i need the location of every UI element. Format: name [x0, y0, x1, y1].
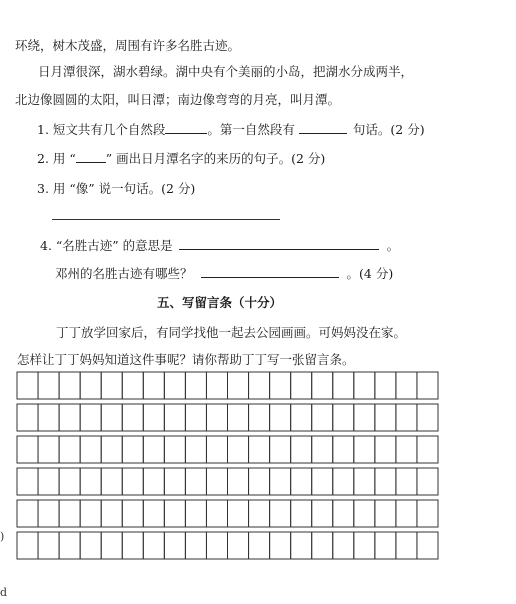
grid-cell[interactable]	[38, 532, 59, 559]
grid-row	[17, 436, 438, 463]
grid-cell[interactable]	[375, 532, 396, 559]
grid-cell[interactable]	[291, 500, 312, 527]
grid-cell[interactable]	[17, 468, 38, 495]
grid-cell[interactable]	[417, 532, 438, 559]
grid-cell[interactable]	[80, 532, 101, 559]
grid-cell[interactable]	[417, 404, 438, 431]
grid-cell[interactable]	[80, 468, 101, 495]
question-2-part-a: 2. 用 “	[37, 151, 76, 166]
grid-cell[interactable]	[38, 436, 59, 463]
grid-cell[interactable]	[206, 532, 227, 559]
section-5-title: 五、写留言条（十分）	[157, 295, 283, 310]
grid-cell[interactable]	[38, 404, 59, 431]
grid-cell[interactable]	[396, 372, 417, 399]
grid-cell[interactable]	[396, 468, 417, 495]
grid-cell[interactable]	[291, 468, 312, 495]
grid-cell[interactable]	[333, 500, 354, 527]
grid-cell[interactable]	[206, 468, 227, 495]
grid-cell[interactable]	[270, 436, 291, 463]
grid-cell[interactable]	[396, 532, 417, 559]
grid-cell[interactable]	[101, 468, 122, 495]
grid-cell[interactable]	[185, 436, 206, 463]
grid-cell[interactable]	[228, 500, 249, 527]
grid-cell[interactable]	[206, 404, 227, 431]
grid-cell[interactable]	[312, 500, 333, 527]
grid-row	[17, 532, 438, 559]
grid-cell[interactable]	[270, 404, 291, 431]
grid-cell[interactable]	[185, 404, 206, 431]
grid-cell[interactable]	[17, 372, 38, 399]
grid-cell[interactable]	[185, 468, 206, 495]
grid-cell[interactable]	[101, 532, 122, 559]
passage-line-1: 环绕，树木茂盛，周围有许多名胜古迹。	[15, 38, 241, 53]
grid-cell[interactable]	[291, 532, 312, 559]
grid-cell[interactable]	[143, 468, 164, 495]
grid-cell[interactable]	[122, 532, 143, 559]
question-4-part-a: 4. “名胜古迹” 的意思是	[40, 238, 173, 253]
grid-cell[interactable]	[228, 532, 249, 559]
grid-cell[interactable]	[291, 404, 312, 431]
grid-cell[interactable]	[185, 532, 206, 559]
grid-cell[interactable]	[249, 468, 270, 495]
margin-mark-1: )	[0, 530, 5, 543]
grid-cell[interactable]	[354, 468, 375, 495]
grid-cell[interactable]	[417, 436, 438, 463]
question-1-part-a: 1. 短文共有几个自然段	[37, 122, 166, 137]
passage-line-2: 日月潭很深，湖水碧绿。湖中央有个美丽的小岛，把湖水分成两半，	[38, 64, 414, 79]
grid-cell[interactable]	[333, 468, 354, 495]
grid-cell[interactable]	[59, 468, 80, 495]
grid-cell[interactable]	[206, 436, 227, 463]
grid-cell[interactable]	[122, 372, 143, 399]
grid-cell[interactable]	[291, 436, 312, 463]
grid-cell[interactable]	[206, 372, 227, 399]
grid-cell[interactable]	[375, 404, 396, 431]
grid-cell[interactable]	[333, 436, 354, 463]
grid-cell[interactable]	[354, 532, 375, 559]
grid-cell[interactable]	[228, 436, 249, 463]
grid-cell[interactable]	[354, 500, 375, 527]
grid-cell[interactable]	[270, 468, 291, 495]
grid-cell[interactable]	[80, 404, 101, 431]
passage-line-3: 北边像圆圆的太阳，叫日潭；南边像弯弯的月亮，叫月潭。	[15, 92, 341, 107]
grid-cell[interactable]	[101, 500, 122, 527]
grid-cell[interactable]	[17, 404, 38, 431]
grid-cell[interactable]	[249, 404, 270, 431]
section-5-paragraph-2: 怎样让丁丁妈妈知道这件事呢？请你帮助丁丁写一张留言条。	[17, 352, 355, 367]
grid-cell[interactable]	[333, 372, 354, 399]
grid-cell[interactable]	[164, 404, 185, 431]
grid-cell[interactable]	[312, 372, 333, 399]
grid-cell[interactable]	[291, 372, 312, 399]
grid-cell[interactable]	[38, 500, 59, 527]
question-1-part-c: 句话。(2 分)	[352, 122, 425, 137]
grid-row	[17, 500, 438, 527]
question-3: 3. 用 “像” 说一句话。(2 分)	[37, 181, 196, 196]
grid-cell[interactable]	[80, 372, 101, 399]
grid-row	[17, 468, 438, 495]
grid-cell[interactable]	[164, 468, 185, 495]
grid-cell[interactable]	[143, 372, 164, 399]
grid-cell[interactable]	[417, 468, 438, 495]
grid-cell[interactable]	[122, 500, 143, 527]
margin-mark-2: d	[0, 586, 8, 599]
grid-row	[17, 404, 438, 431]
grid-cell[interactable]	[185, 500, 206, 527]
grid-cell[interactable]	[17, 532, 38, 559]
grid-cell[interactable]	[249, 436, 270, 463]
grid-cell[interactable]	[312, 404, 333, 431]
section-5-paragraph-1: 丁丁放学回家后，有同学找他一起去公园画画。可妈妈没在家。	[56, 325, 407, 340]
grid-cell[interactable]	[59, 500, 80, 527]
grid-row	[17, 372, 438, 399]
grid-cell[interactable]	[59, 436, 80, 463]
grid-cell[interactable]	[164, 436, 185, 463]
grid-cell[interactable]	[101, 404, 122, 431]
grid-cell[interactable]	[164, 532, 185, 559]
grid-cell[interactable]	[312, 468, 333, 495]
grid-cell[interactable]	[375, 372, 396, 399]
grid-cell[interactable]	[122, 404, 143, 431]
grid-cell[interactable]	[249, 500, 270, 527]
grid-cell[interactable]	[375, 468, 396, 495]
grid-cell[interactable]	[270, 532, 291, 559]
grid-cell[interactable]	[164, 372, 185, 399]
grid-cell[interactable]	[185, 372, 206, 399]
grid-cell[interactable]	[59, 532, 80, 559]
grid-cell[interactable]	[396, 404, 417, 431]
question-4-sub-text: 邓州的名胜古迹有哪些？	[55, 266, 193, 281]
grid-cell[interactable]	[396, 500, 417, 527]
grid-cell[interactable]	[101, 372, 122, 399]
grid-cell[interactable]	[228, 404, 249, 431]
grid-cell[interactable]	[122, 436, 143, 463]
grid-cell[interactable]	[38, 468, 59, 495]
grid-cell[interactable]	[354, 404, 375, 431]
grid-cell[interactable]	[143, 404, 164, 431]
grid-cell[interactable]	[59, 372, 80, 399]
grid-cell[interactable]	[206, 500, 227, 527]
grid-cell[interactable]	[249, 372, 270, 399]
grid-cell[interactable]	[417, 500, 438, 527]
grid-cell[interactable]	[354, 372, 375, 399]
grid-cell[interactable]	[375, 500, 396, 527]
question-4-sub-end: 。(4 分)	[346, 266, 394, 281]
question-1-part-b: 。第一自然段有	[207, 122, 295, 137]
grid-cell[interactable]	[228, 468, 249, 495]
grid-cell[interactable]	[228, 372, 249, 399]
grid-cell[interactable]	[270, 372, 291, 399]
grid-cell[interactable]	[417, 372, 438, 399]
grid-cell[interactable]	[270, 500, 291, 527]
grid-cell[interactable]	[164, 500, 185, 527]
grid-cell[interactable]	[143, 436, 164, 463]
grid-cell[interactable]	[333, 404, 354, 431]
grid-cell[interactable]	[38, 372, 59, 399]
grid-cell[interactable]	[17, 436, 38, 463]
grid-cell[interactable]	[59, 404, 80, 431]
grid-cell[interactable]	[354, 436, 375, 463]
grid-cell[interactable]	[312, 436, 333, 463]
grid-cell[interactable]	[80, 436, 101, 463]
grid-cell[interactable]	[143, 500, 164, 527]
grid-cell[interactable]	[80, 500, 101, 527]
grid-cell[interactable]	[17, 500, 38, 527]
grid-cell[interactable]	[333, 532, 354, 559]
grid-cell[interactable]	[122, 468, 143, 495]
grid-cell[interactable]	[312, 532, 333, 559]
question-4-end: 。	[386, 238, 400, 253]
grid-cell[interactable]	[249, 532, 270, 559]
grid-cell[interactable]	[101, 436, 122, 463]
grid-cell[interactable]	[375, 436, 396, 463]
grid-cell[interactable]	[143, 532, 164, 559]
grid-cell[interactable]	[396, 436, 417, 463]
question-2-part-b: ” 画出日月潭名字的来历的句子。(2 分)	[105, 151, 326, 166]
